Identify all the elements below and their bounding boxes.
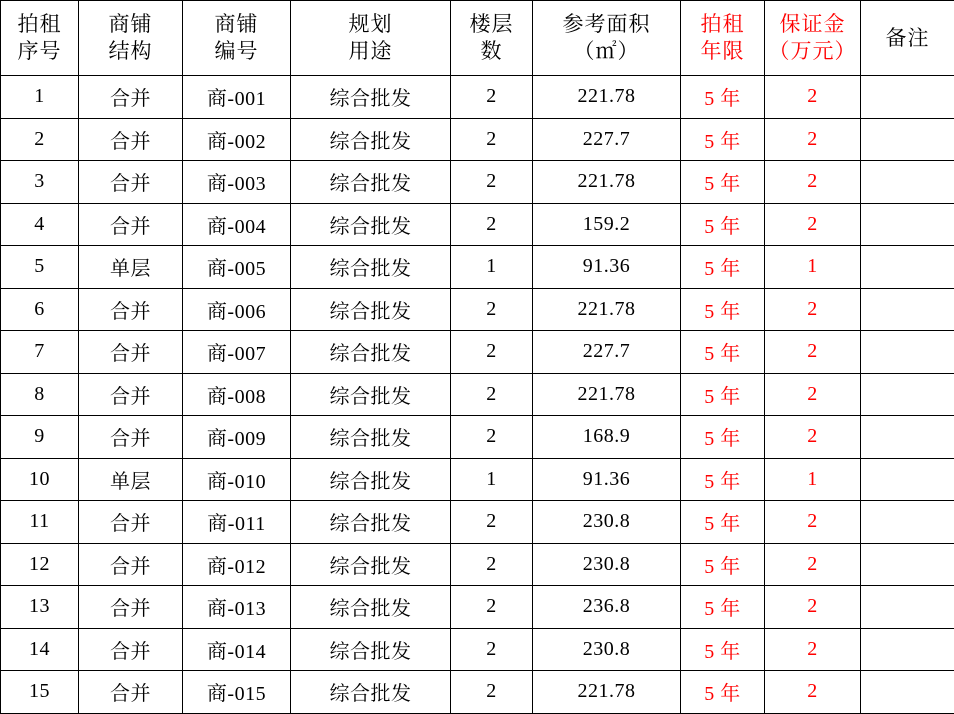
cell-planned-use: 综合批发 [291,288,451,331]
cell-floors: 2 [451,501,533,544]
table-row [1,118,954,161]
table-row [1,501,954,544]
table-row [1,76,954,119]
cell-floors: 2 [451,628,533,671]
cell-area: 230.8 [533,501,681,544]
column-header-floors: 楼层 数 [451,1,533,76]
cell-floors: 2 [451,671,533,714]
cell-lease-term: 5 年 [681,203,765,246]
cell-structure: 合并 [79,331,183,374]
cell-floors: 2 [451,331,533,374]
cell-remarks [861,586,954,629]
cell-deposit: 2 [765,76,861,119]
cell-remarks [861,501,954,544]
cell-area: 227.7 [533,118,681,161]
cell-structure: 合并 [79,586,183,629]
cell-shop-code: 商-005 [183,246,291,289]
cell-floors: 2 [451,543,533,586]
cell-remarks [861,628,954,671]
cell-planned-use: 综合批发 [291,458,451,501]
cell-area: 159.2 [533,203,681,246]
cell-shop-code: 商-010 [183,458,291,501]
table-row [1,203,954,246]
cell-deposit: 2 [765,416,861,459]
cell-sequence: 9 [1,416,79,459]
table-row [1,288,954,331]
cell-structure: 单层 [79,458,183,501]
cell-sequence: 1 [1,76,79,119]
cell-area: 221.78 [533,373,681,416]
cell-shop-code: 商-004 [183,203,291,246]
table-header [1,1,954,76]
cell-lease-term: 5 年 [681,76,765,119]
cell-remarks [861,161,954,204]
cell-planned-use: 综合批发 [291,203,451,246]
cell-sequence: 11 [1,501,79,544]
cell-remarks [861,458,954,501]
cell-area: 91.36 [533,458,681,501]
cell-structure: 合并 [79,203,183,246]
cell-floors: 1 [451,458,533,501]
cell-area: 236.8 [533,586,681,629]
cell-shop-code: 商-002 [183,118,291,161]
table-body [1,76,954,714]
cell-lease-term: 5 年 [681,586,765,629]
cell-lease-term: 5 年 [681,543,765,586]
cell-lease-term: 5 年 [681,246,765,289]
cell-floors: 2 [451,586,533,629]
cell-deposit: 2 [765,118,861,161]
cell-area: 230.8 [533,543,681,586]
cell-planned-use: 综合批发 [291,118,451,161]
cell-area: 221.78 [533,76,681,119]
cell-area: 230.8 [533,628,681,671]
cell-lease-term: 5 年 [681,373,765,416]
cell-lease-term: 5 年 [681,671,765,714]
table-row [1,628,954,671]
cell-lease-term: 5 年 [681,628,765,671]
cell-shop-code: 商-006 [183,288,291,331]
cell-planned-use: 综合批发 [291,416,451,459]
cell-structure: 合并 [79,288,183,331]
cell-shop-code: 商-014 [183,628,291,671]
cell-floors: 2 [451,288,533,331]
cell-remarks [861,203,954,246]
column-header-remarks: 备注 [861,1,954,76]
cell-remarks [861,288,954,331]
cell-floors: 2 [451,76,533,119]
cell-remarks [861,118,954,161]
cell-deposit: 2 [765,501,861,544]
cell-sequence: 5 [1,246,79,289]
cell-structure: 单层 [79,246,183,289]
cell-sequence: 3 [1,161,79,204]
cell-lease-term: 5 年 [681,118,765,161]
cell-planned-use: 综合批发 [291,671,451,714]
table-header-row [1,1,954,76]
cell-lease-term: 5 年 [681,161,765,204]
cell-deposit: 2 [765,161,861,204]
table-row [1,586,954,629]
cell-sequence: 12 [1,543,79,586]
cell-planned-use: 综合批发 [291,501,451,544]
table-row [1,543,954,586]
cell-remarks [861,543,954,586]
column-header-shop-code: 商铺 编号 [183,1,291,76]
cell-sequence: 8 [1,373,79,416]
cell-structure: 合并 [79,118,183,161]
table-row [1,458,954,501]
cell-deposit: 1 [765,458,861,501]
cell-structure: 合并 [79,543,183,586]
cell-floors: 2 [451,203,533,246]
cell-planned-use: 综合批发 [291,543,451,586]
table-row [1,246,954,289]
cell-deposit: 2 [765,288,861,331]
column-header-planned-use: 规划 用途 [291,1,451,76]
column-header-sequence: 拍租 序号 [1,1,79,76]
cell-floors: 1 [451,246,533,289]
cell-area: 227.7 [533,331,681,374]
cell-floors: 2 [451,373,533,416]
cell-lease-term: 5 年 [681,501,765,544]
cell-shop-code: 商-001 [183,76,291,119]
cell-planned-use: 综合批发 [291,161,451,204]
table-row [1,416,954,459]
table-row [1,331,954,374]
cell-planned-use: 综合批发 [291,246,451,289]
column-header-deposit: 保证金 （万元） [765,1,861,76]
cell-floors: 2 [451,118,533,161]
cell-area: 168.9 [533,416,681,459]
cell-shop-code: 商-007 [183,331,291,374]
cell-shop-code: 商-012 [183,543,291,586]
cell-area: 221.78 [533,288,681,331]
cell-remarks [861,416,954,459]
cell-shop-code: 商-003 [183,161,291,204]
cell-shop-code: 商-008 [183,373,291,416]
cell-structure: 合并 [79,76,183,119]
cell-floors: 2 [451,161,533,204]
cell-deposit: 2 [765,203,861,246]
cell-planned-use: 综合批发 [291,331,451,374]
cell-deposit: 2 [765,373,861,416]
cell-remarks [861,331,954,374]
cell-planned-use: 综合批发 [291,586,451,629]
cell-sequence: 4 [1,203,79,246]
cell-lease-term: 5 年 [681,458,765,501]
cell-sequence: 2 [1,118,79,161]
column-header-structure: 商铺 结构 [79,1,183,76]
cell-lease-term: 5 年 [681,331,765,374]
cell-deposit: 1 [765,246,861,289]
cell-shop-code: 商-015 [183,671,291,714]
cell-shop-code: 商-009 [183,416,291,459]
cell-sequence: 14 [1,628,79,671]
cell-area: 221.78 [533,161,681,204]
table-row [1,671,954,714]
column-header-reference-area: 参考面积 （㎡） [533,1,681,76]
cell-sequence: 6 [1,288,79,331]
cell-structure: 合并 [79,501,183,544]
cell-planned-use: 综合批发 [291,373,451,416]
cell-floors: 2 [451,416,533,459]
cell-deposit: 2 [765,543,861,586]
cell-lease-term: 5 年 [681,288,765,331]
cell-sequence: 13 [1,586,79,629]
cell-deposit: 2 [765,331,861,374]
cell-deposit: 2 [765,671,861,714]
cell-structure: 合并 [79,671,183,714]
cell-remarks [861,373,954,416]
cell-remarks [861,671,954,714]
cell-sequence: 15 [1,671,79,714]
cell-structure: 合并 [79,373,183,416]
cell-remarks [861,76,954,119]
cell-deposit: 2 [765,628,861,671]
table-row [1,373,954,416]
cell-structure: 合并 [79,628,183,671]
table-row [1,161,954,204]
cell-structure: 合并 [79,161,183,204]
cell-planned-use: 综合批发 [291,628,451,671]
cell-sequence: 10 [1,458,79,501]
cell-shop-code: 商-011 [183,501,291,544]
cell-structure: 合并 [79,416,183,459]
cell-area: 91.36 [533,246,681,289]
cell-sequence: 7 [1,331,79,374]
cell-shop-code: 商-013 [183,586,291,629]
cell-remarks [861,246,954,289]
column-header-lease-term: 拍租 年限 [681,1,765,76]
cell-planned-use: 综合批发 [291,76,451,119]
cell-area: 221.78 [533,671,681,714]
cell-deposit: 2 [765,586,861,629]
cell-lease-term: 5 年 [681,416,765,459]
